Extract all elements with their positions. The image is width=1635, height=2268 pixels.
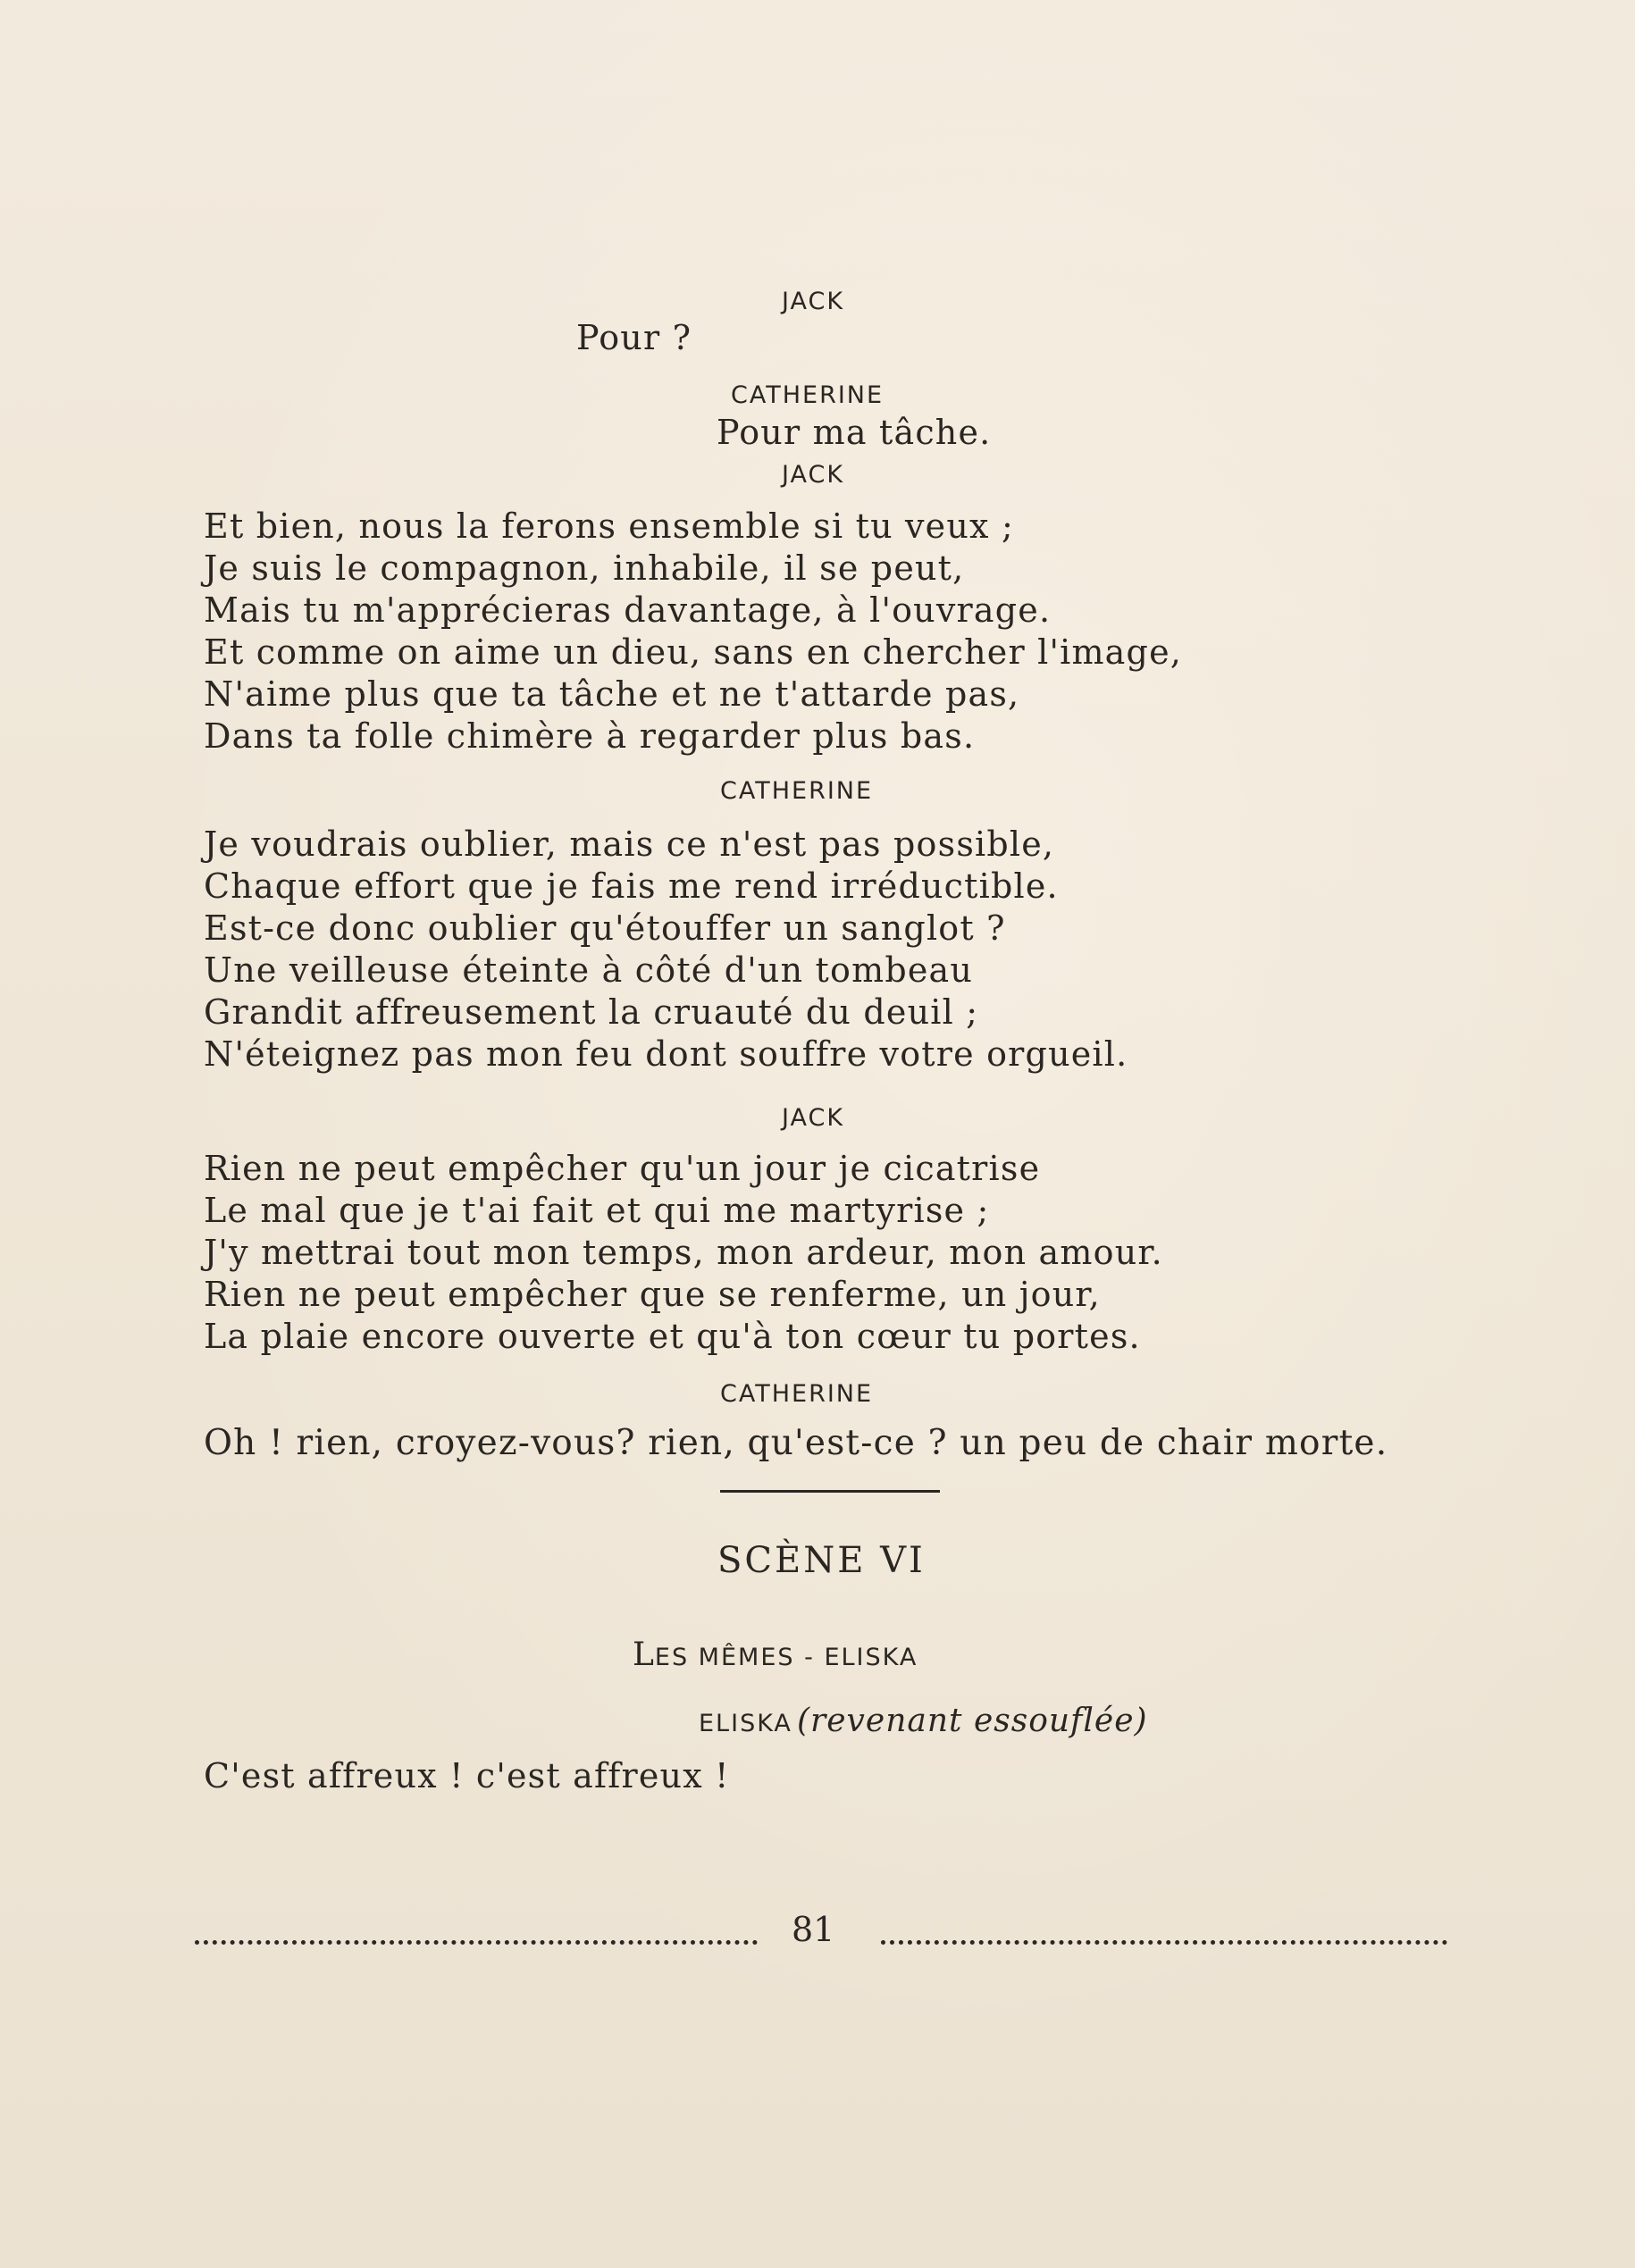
verse-line: C'est affreux ! c'est affreux ! [204,1756,730,1795]
verse-line: Et bien, nous la ferons ensemble si tu veux ; [204,506,1014,546]
scene-cast [633,1636,918,1673]
verse-line: Une veilleuse éteinte à côté d'un tombeau [204,950,974,990]
verse-line: Rien ne peut empêcher que se renferme, un jour, [204,1275,1101,1314]
verse-line: Pour ma tâche. [717,413,992,452]
verse-line: Est-ce donc oublier qu'étouffer un sanglot ? [204,908,1006,948]
speaker-catherine: CATHERINE [720,1380,874,1408]
cast-initial: L [633,1636,655,1673]
verse-line: Oh ! rien, croyez-vous? rien, qu'est-ce ? un peu de chair morte. [204,1423,1388,1463]
scene-title: SCÈNE VI [717,1540,926,1581]
verse-line: J'y mettrai tout mon temps, mon ardeur, mon amour. [204,1233,1163,1272]
page-footer [195,1910,1446,1963]
verse-line: Dans ta folle chimère à regarder plus bas. [204,716,976,756]
verse-line: N'aime plus que ta tâche et ne t'attarde pas, [204,674,1020,714]
verse-line: Chaque effort que je fais me rend irréductible. [204,866,1059,906]
verse-line: Je voudrais oublier, mais ce n'est pas possible, [204,824,1055,864]
verse-line: Et comme on aime un dieu, sans en chercher l'image, [204,632,1183,672]
verse-line: Je suis le compagnon, inhabile, il se peut, [204,548,965,588]
dotted-leader [881,1940,1447,1945]
verse-line: Grandit affreusement la cruauté du deuil ; [204,992,979,1032]
stage-direction-line [699,1703,1148,1739]
verse-line: Le mal que je t'ai fait et qui me martyrise ; [204,1191,990,1230]
speaker-catherine: CATHERINE [720,777,874,805]
stage-close: ) [1134,1703,1148,1739]
speaker-catherine: CATHERINE [731,381,885,409]
dotted-leader [195,1940,758,1945]
verse-line: N'éteignez pas mon feu dont souffre votre orgueil. [204,1034,1128,1074]
speaker-jack: JACK [782,1104,845,1132]
cast-rest: ES MÊMES - ELISKA [654,1644,918,1671]
section-divider [720,1490,940,1493]
verse-line: La plaie encore ouverte et qu'à ton cœur tu portes. [204,1317,1141,1356]
verse-line: Pour ? [576,318,692,357]
page-number: 81 [792,1910,835,1949]
verse-line: Mais tu m'apprécieras davantage, à l'ouvrage. [204,590,1052,630]
verse-line: Rien ne peut empêcher qu'un jour je cicatrise [204,1149,1041,1188]
stage-open: ( [797,1703,811,1739]
speaker-eliska: ELISKA [699,1710,792,1737]
speaker-jack: JACK [782,288,845,315]
speaker-jack: JACK [782,461,845,489]
stage-direction: revenant essouflée [810,1703,1135,1739]
